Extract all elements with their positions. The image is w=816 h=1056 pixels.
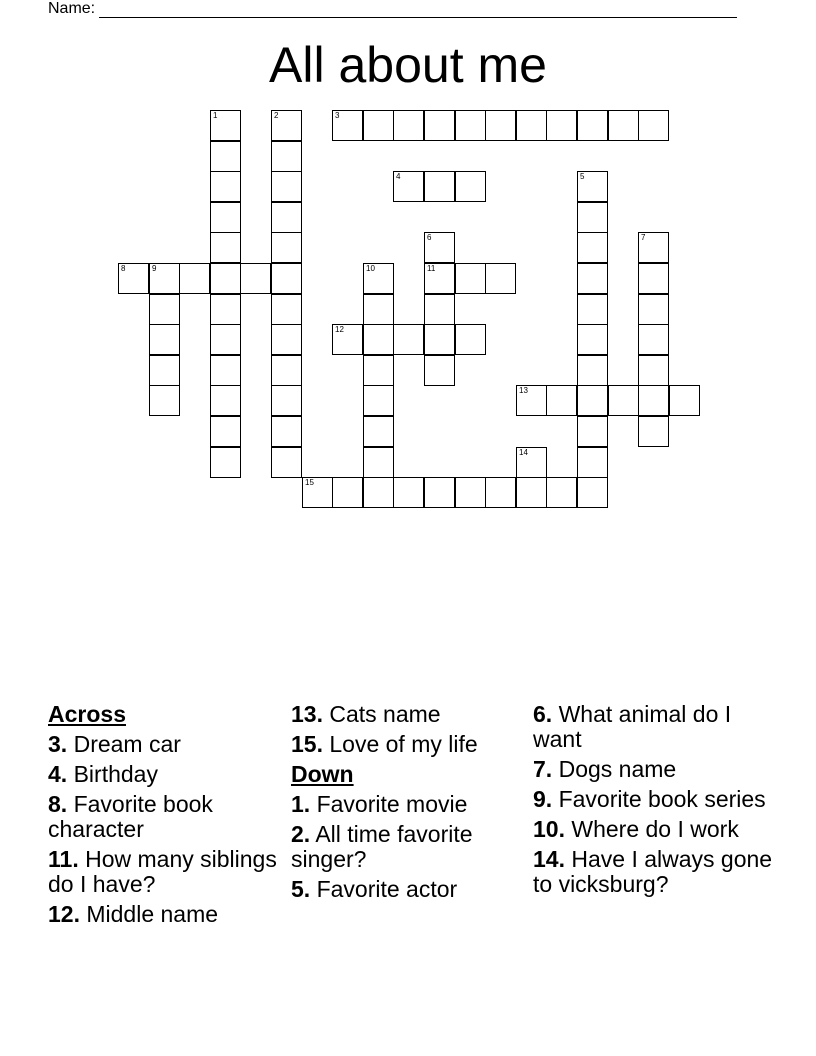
crossword-cell[interactable] — [271, 110, 302, 141]
crossword-cell[interactable] — [393, 324, 424, 355]
crossword-cell[interactable] — [393, 171, 424, 202]
clue-number: 1 — [213, 111, 218, 120]
crossword-cell[interactable] — [149, 355, 180, 386]
crossword-cell[interactable] — [577, 477, 608, 508]
crossword-cell[interactable] — [363, 110, 394, 141]
clue-number: 7 — [641, 233, 646, 242]
crossword-cell[interactable] — [424, 324, 455, 355]
crossword-cell[interactable] — [577, 416, 608, 447]
crossword-cell[interactable] — [485, 477, 516, 508]
crossword-cell[interactable] — [363, 324, 394, 355]
clue-down-2: 2. All time favorite singer? — [291, 821, 473, 872]
clue-down-1: 1. Favorite movie — [291, 791, 468, 817]
down-heading: Down — [291, 761, 354, 787]
clue-across-15: 15. Love of my life — [291, 731, 478, 757]
crossword-cell[interactable] — [516, 447, 547, 478]
crossword-cell[interactable] — [577, 110, 608, 141]
clue-across-11: 11. How many siblings do I have? — [48, 846, 277, 897]
crossword-cell[interactable] — [638, 385, 669, 416]
crossword-cell[interactable] — [455, 110, 486, 141]
crossword-cell[interactable] — [149, 294, 180, 325]
crossword-cell[interactable] — [332, 110, 363, 141]
crossword-cell[interactable] — [271, 141, 302, 172]
page-title: All about me — [269, 37, 547, 93]
crossword-cell[interactable] — [179, 263, 210, 294]
clue-across-3: 3. Dream car — [48, 731, 181, 757]
crossword-cell[interactable] — [332, 477, 363, 508]
crossword-cell[interactable] — [608, 110, 639, 141]
crossword-cell[interactable] — [271, 263, 302, 294]
crossword-cell[interactable] — [424, 294, 455, 325]
crossword-cell[interactable] — [455, 171, 486, 202]
clue-across-12: 12. Middle name — [48, 901, 219, 927]
crossword-cell[interactable] — [546, 385, 577, 416]
crossword-cell[interactable] — [424, 263, 455, 294]
crossword-cell[interactable] — [271, 294, 302, 325]
crossword-cell[interactable] — [577, 202, 608, 233]
clue-number: 5 — [580, 172, 585, 181]
crossword-cell[interactable] — [638, 232, 669, 263]
clue-down-5: 5. Favorite actor — [291, 876, 458, 902]
crossword-cell[interactable] — [210, 294, 241, 325]
crossword-cell[interactable] — [363, 477, 394, 508]
crossword-cell[interactable] — [638, 110, 669, 141]
crossword-cell[interactable] — [118, 263, 149, 294]
clue-down-9: 9. Favorite book series — [533, 786, 766, 812]
crossword-cell[interactable] — [516, 110, 547, 141]
crossword-cell[interactable] — [210, 141, 241, 172]
name-field[interactable] — [48, 0, 737, 18]
clues-column-1 — [48, 702, 278, 932]
clue-number: 15 — [305, 478, 314, 487]
crossword-cell[interactable] — [271, 416, 302, 447]
crossword-cell[interactable] — [149, 324, 180, 355]
crossword-cell[interactable] — [210, 416, 241, 447]
crossword-cell[interactable] — [302, 477, 333, 508]
clue-number: 6 — [427, 233, 432, 242]
clue-down-14: 14. Have I always gone to vicksburg? — [533, 846, 773, 897]
crossword-cell[interactable] — [638, 263, 669, 294]
clue-number: 9 — [152, 264, 157, 273]
crossword-cell[interactable] — [455, 324, 486, 355]
clue-number: 8 — [121, 264, 126, 273]
crossword-cell[interactable] — [577, 385, 608, 416]
clue-down-10: 10. Where do I work — [533, 816, 739, 842]
clue-down-6: 6. What animal do I want — [533, 701, 732, 752]
crossword-cell[interactable] — [577, 447, 608, 478]
crossword-cell[interactable] — [271, 171, 302, 202]
clue-across-13: 13. Cats name — [291, 701, 441, 727]
crossword-cell[interactable] — [516, 477, 547, 508]
crossword-cell[interactable] — [546, 110, 577, 141]
crossword-cell[interactable] — [271, 385, 302, 416]
crossword-cell[interactable] — [363, 355, 394, 386]
clue-number: 4 — [396, 172, 401, 181]
crossword-cell[interactable] — [149, 385, 180, 416]
crossword-cell[interactable] — [363, 263, 394, 294]
crossword-cell[interactable] — [210, 324, 241, 355]
crossword-cell[interactable] — [485, 110, 516, 141]
clue-number: 3 — [335, 111, 340, 120]
crossword-cell[interactable] — [240, 263, 271, 294]
crossword-cell[interactable] — [271, 355, 302, 386]
clue-number: 10 — [366, 264, 375, 273]
crossword-cell[interactable] — [638, 294, 669, 325]
crossword-cell[interactable] — [638, 355, 669, 386]
crossword-cell[interactable] — [363, 447, 394, 478]
crossword-cell[interactable] — [393, 477, 424, 508]
crossword-cell[interactable] — [424, 110, 455, 141]
crossword-cell[interactable] — [577, 171, 608, 202]
crossword-cell[interactable] — [210, 263, 241, 294]
name-label: Name: — [48, 0, 96, 17]
crossword-cell[interactable] — [271, 324, 302, 355]
crossword-cell[interactable] — [363, 416, 394, 447]
crossword-cell[interactable] — [577, 355, 608, 386]
crossword-cell[interactable] — [424, 355, 455, 386]
crossword-cell[interactable] — [546, 477, 577, 508]
crossword-cell[interactable] — [577, 263, 608, 294]
crossword-cell[interactable] — [271, 447, 302, 478]
crossword-cell[interactable] — [210, 232, 241, 263]
crossword-cell[interactable] — [210, 447, 241, 478]
crossword-cell[interactable] — [149, 263, 180, 294]
crossword-cell[interactable] — [638, 416, 669, 447]
crossword-cell[interactable] — [363, 294, 394, 325]
crossword-cell[interactable] — [210, 110, 241, 141]
crossword-cell[interactable] — [608, 385, 639, 416]
clue-number: 14 — [519, 448, 528, 457]
crossword-cell[interactable] — [271, 232, 302, 263]
crossword-cell[interactable] — [424, 232, 455, 263]
crossword-cell[interactable] — [424, 171, 455, 202]
crossword-cell[interactable] — [455, 263, 486, 294]
clue-down-7: 7. Dogs name — [533, 756, 677, 782]
crossword-cell[interactable] — [210, 355, 241, 386]
crossword-cell[interactable] — [577, 294, 608, 325]
clues-column-2 — [291, 702, 526, 907]
crossword-cell[interactable] — [271, 202, 302, 233]
crossword-cell[interactable] — [485, 263, 516, 294]
crossword-cell[interactable] — [577, 324, 608, 355]
clue-across-4: 4. Birthday — [48, 761, 158, 787]
clue-number: 12 — [335, 325, 344, 334]
crossword-cell[interactable] — [210, 171, 241, 202]
crossword-cell[interactable] — [638, 324, 669, 355]
across-heading: Across — [48, 701, 126, 727]
clue-number: 11 — [427, 264, 436, 273]
crossword-cell[interactable] — [210, 202, 241, 233]
clue-number: 13 — [519, 386, 528, 395]
name-line-rule[interactable] — [99, 3, 737, 18]
crossword-cell[interactable] — [424, 477, 455, 508]
crossword-cell[interactable] — [669, 385, 700, 416]
clue-number: 2 — [274, 111, 279, 120]
crossword-cell[interactable] — [332, 324, 363, 355]
crossword-cell[interactable] — [393, 110, 424, 141]
crossword-cell[interactable] — [577, 232, 608, 263]
clues-column-3 — [533, 702, 773, 902]
crossword-cell[interactable] — [363, 385, 394, 416]
crossword-cell[interactable] — [455, 477, 486, 508]
crossword-cell[interactable] — [516, 385, 547, 416]
clue-across-8: 8. Favorite book character — [48, 791, 213, 842]
crossword-cell[interactable] — [210, 385, 241, 416]
